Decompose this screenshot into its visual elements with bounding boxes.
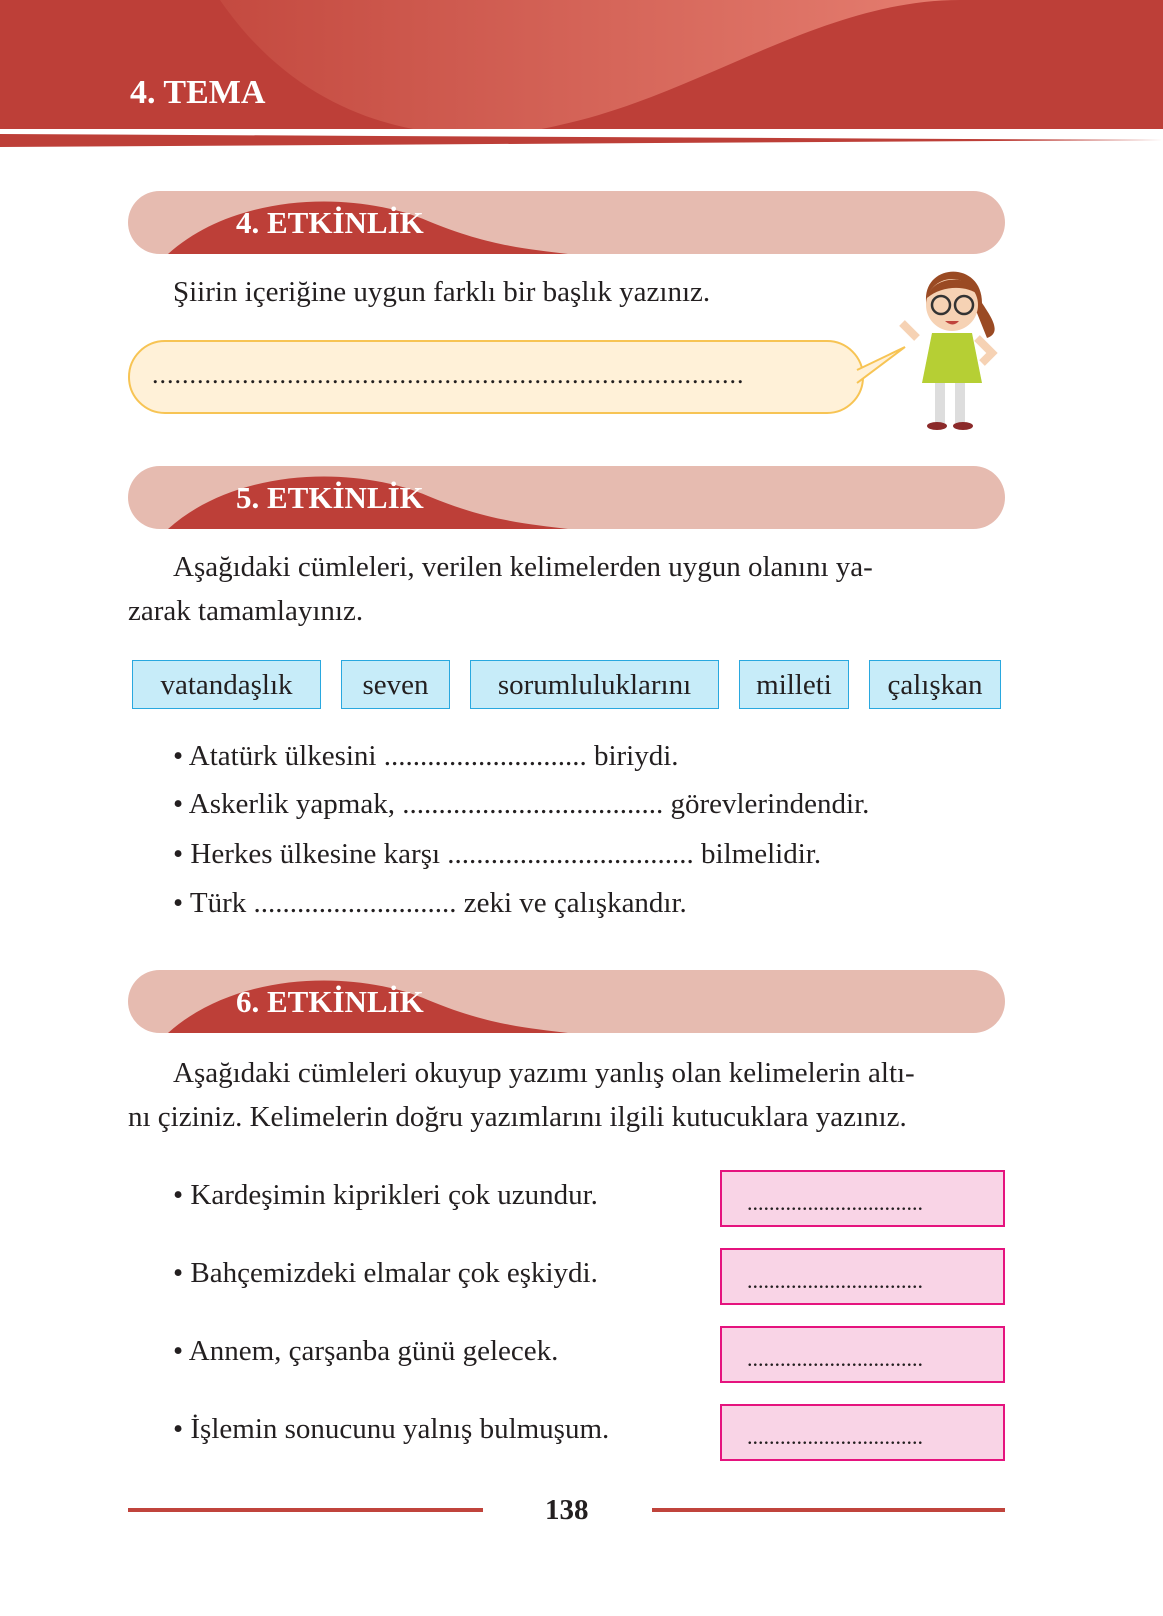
answer-dots: ................................ bbox=[747, 1346, 923, 1371]
answer-dots: ................................ bbox=[747, 1190, 923, 1215]
word-box: sorumluluklarını bbox=[470, 660, 719, 709]
footer-line-left bbox=[128, 1508, 483, 1512]
activity-6-banner bbox=[128, 970, 1005, 1033]
correction-box[interactable] bbox=[720, 1326, 1005, 1383]
title-answer-bubble[interactable] bbox=[128, 340, 864, 414]
answer-dots: ............................................................................... bbox=[152, 360, 745, 389]
word-box: vatandaşlık bbox=[132, 660, 321, 709]
answer-dots: ................................ bbox=[747, 1424, 923, 1449]
theme-title: 4. TEMA bbox=[130, 74, 266, 111]
correction-box[interactable] bbox=[720, 1170, 1005, 1227]
fill-sentence: • Herkes ülkesine karşı .................................. bilmelidir. bbox=[173, 838, 822, 870]
word-box: seven bbox=[341, 660, 450, 709]
activity-4-instruction: Şiirin içeriğine uygun farklı bir başlık yazınız. bbox=[173, 276, 711, 308]
spelling-sentence: • Kardeşimin kiprikleri çok uzundur. bbox=[173, 1179, 598, 1211]
word-box: çalışkan bbox=[869, 660, 1001, 709]
page-number: 138 bbox=[545, 1494, 589, 1526]
activity-5-title: 5. ETKİNLİK bbox=[236, 480, 424, 515]
footer-line-right bbox=[652, 1508, 1005, 1512]
spelling-sentence: • Annem, çarşanba günü gelecek. bbox=[173, 1335, 559, 1367]
correction-box[interactable] bbox=[720, 1404, 1005, 1461]
activity-5-instruction-line1: Aşağıdaki cümleleri, verilen kelimelerden uygun olanını ya- bbox=[173, 551, 873, 583]
activity-4-title: 4. ETKİNLİK bbox=[236, 205, 424, 240]
spelling-sentence: • Bahçemizdeki elmalar çok eşkiydi. bbox=[173, 1257, 598, 1289]
fill-sentence: • Askerlik yapmak, .................................... görevlerindendir. bbox=[173, 788, 870, 820]
word-box: milleti bbox=[739, 660, 849, 709]
answer-dots: ................................ bbox=[747, 1268, 923, 1293]
girl-character-illustration bbox=[897, 263, 1007, 443]
correction-box[interactable] bbox=[720, 1248, 1005, 1305]
activity-4-banner bbox=[128, 191, 1005, 254]
spelling-sentence: • İşlemin sonucunu yalnış bulmuşum. bbox=[173, 1413, 610, 1445]
fill-sentence: • Türk ............................ zeki ve çalışkandır. bbox=[173, 887, 687, 919]
fill-sentence: • Atatürk ülkesini ............................ biriydi. bbox=[173, 740, 679, 772]
activity-6-instruction-line1: Aşağıdaki cümleleri okuyup yazımı yanlış olan kelimelerin altı- bbox=[173, 1057, 915, 1089]
activity-6-instruction-line2: nı çiziniz. Kelimelerin doğru yazımlarını ilgili kutucuklara yazınız. bbox=[128, 1101, 907, 1133]
activity-5-banner bbox=[128, 466, 1005, 529]
header-stripe bbox=[0, 134, 1163, 147]
activity-6-title: 6. ETKİNLİK bbox=[236, 984, 424, 1019]
activity-5-instruction-line2: zarak tamamlayınız. bbox=[128, 595, 364, 627]
